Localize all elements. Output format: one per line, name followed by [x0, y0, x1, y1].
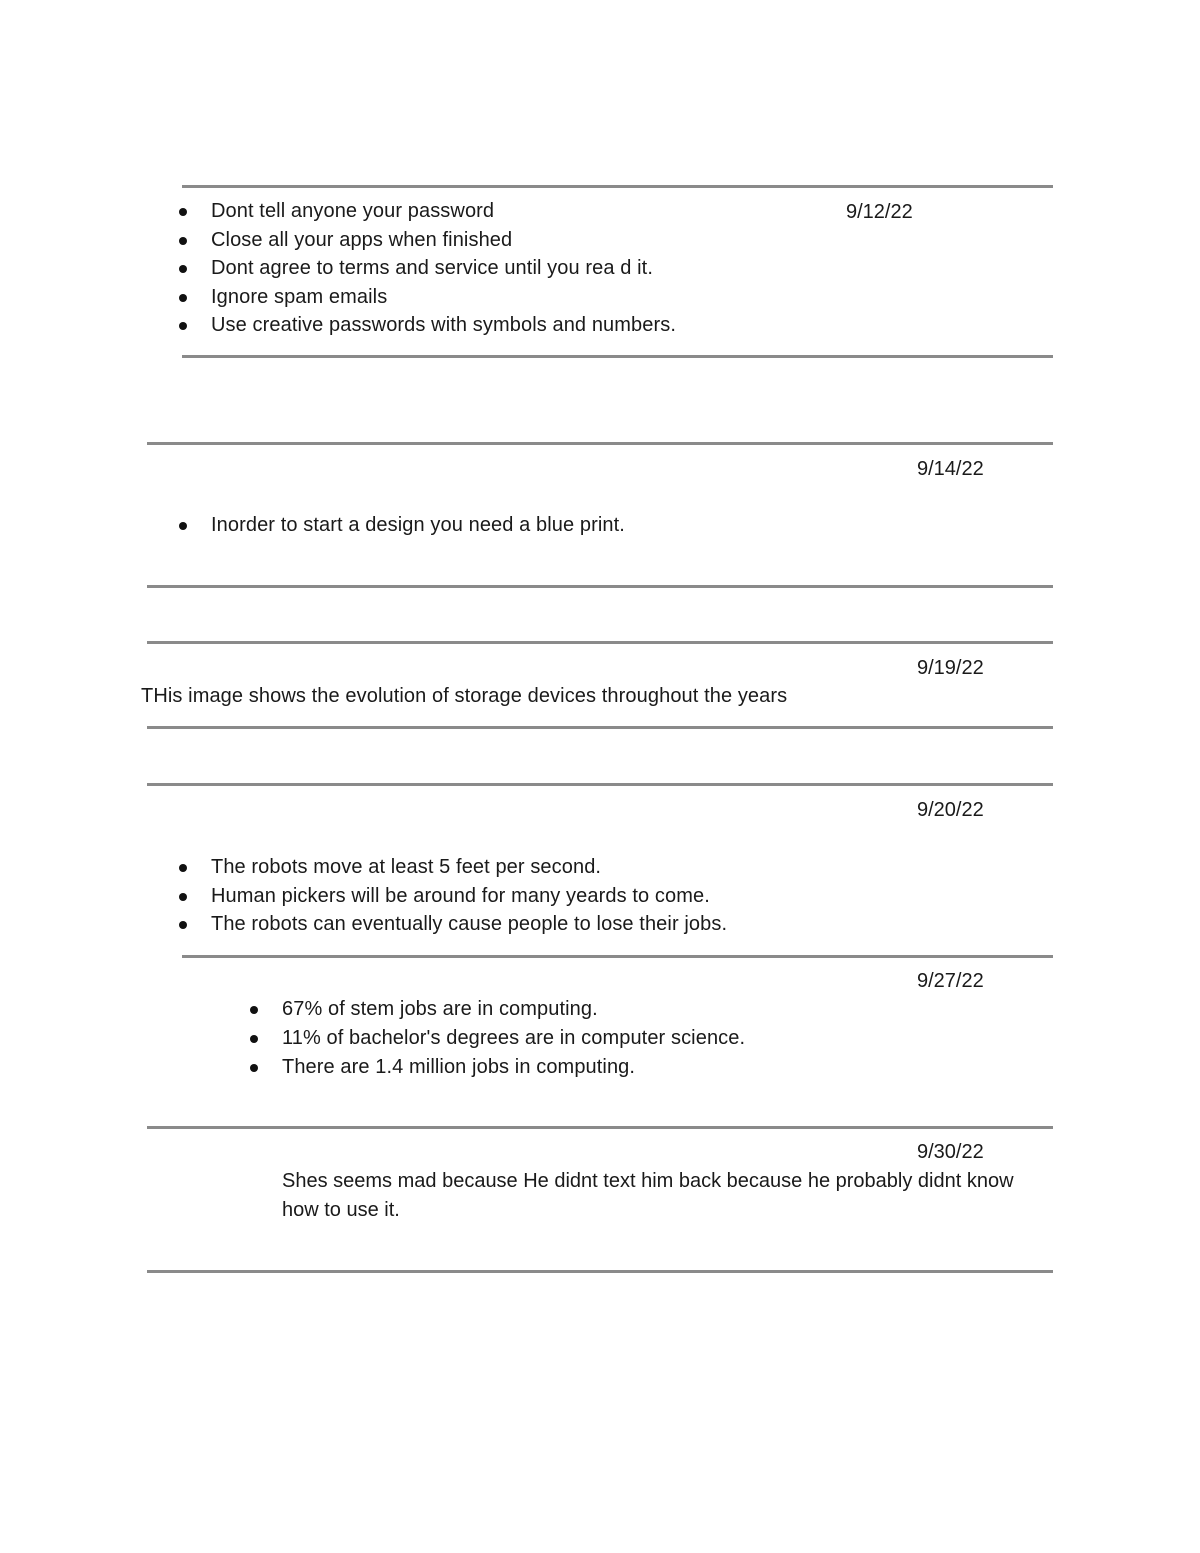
bullet-icon [250, 1006, 258, 1014]
bullet-icon [179, 893, 187, 901]
entry-date: 9/20/22 [917, 799, 984, 821]
bullet-icon [179, 864, 187, 872]
section-divider [147, 726, 1053, 729]
entry-date: 9/27/22 [917, 970, 984, 992]
bullet-icon [250, 1064, 258, 1072]
section-divider [182, 185, 1053, 188]
bullet-icon [250, 1035, 258, 1043]
bullet-icon [179, 322, 187, 330]
list-item: Dont agree to terms and service until you rea d it. [211, 257, 653, 279]
entry-date: 9/30/22 [917, 1141, 984, 1163]
section-divider [147, 783, 1053, 786]
section-divider [147, 1270, 1053, 1273]
bullet-icon [179, 237, 187, 245]
list-item: Inorder to start a design you need a blue print. [211, 514, 625, 536]
list-item: There are 1.4 million jobs in computing. [282, 1056, 636, 1078]
list-item: 11% of bachelor's degrees are in computer science. [282, 1027, 746, 1049]
list-item: The robots move at least 5 feet per second. [211, 856, 602, 878]
entry-date: 9/19/22 [917, 657, 984, 679]
section-divider [147, 442, 1053, 445]
list-item: Ignore spam emails [211, 286, 388, 308]
list-item: 67% of stem jobs are in computing. [282, 998, 598, 1020]
entry-date: 9/12/22 [846, 201, 913, 223]
bullet-icon [179, 265, 187, 273]
section-divider [182, 355, 1053, 358]
section-divider [147, 641, 1053, 644]
list-item: Human pickers will be around for many yeards to come. [211, 885, 710, 907]
list-item: Close all your apps when finished [211, 229, 513, 251]
bullet-icon [179, 294, 187, 302]
entry-text: Shes seems mad because He didnt text him back because he probably didnt know how to use it. [282, 1170, 1014, 1221]
entry-date: 9/14/22 [917, 458, 984, 480]
section-divider [182, 955, 1053, 958]
bullet-icon [179, 522, 187, 530]
bullet-icon [179, 208, 187, 216]
list-item: Use creative passwords with symbols and numbers. [211, 314, 676, 336]
list-item: Dont tell anyone your password [211, 200, 495, 222]
section-divider [147, 1126, 1053, 1129]
list-item: The robots can eventually cause people to lose their jobs. [211, 913, 728, 935]
section-divider [147, 585, 1053, 588]
bullet-icon [179, 921, 187, 929]
entry-text: THis image shows the evolution of storage devices throughout the years [141, 685, 788, 707]
